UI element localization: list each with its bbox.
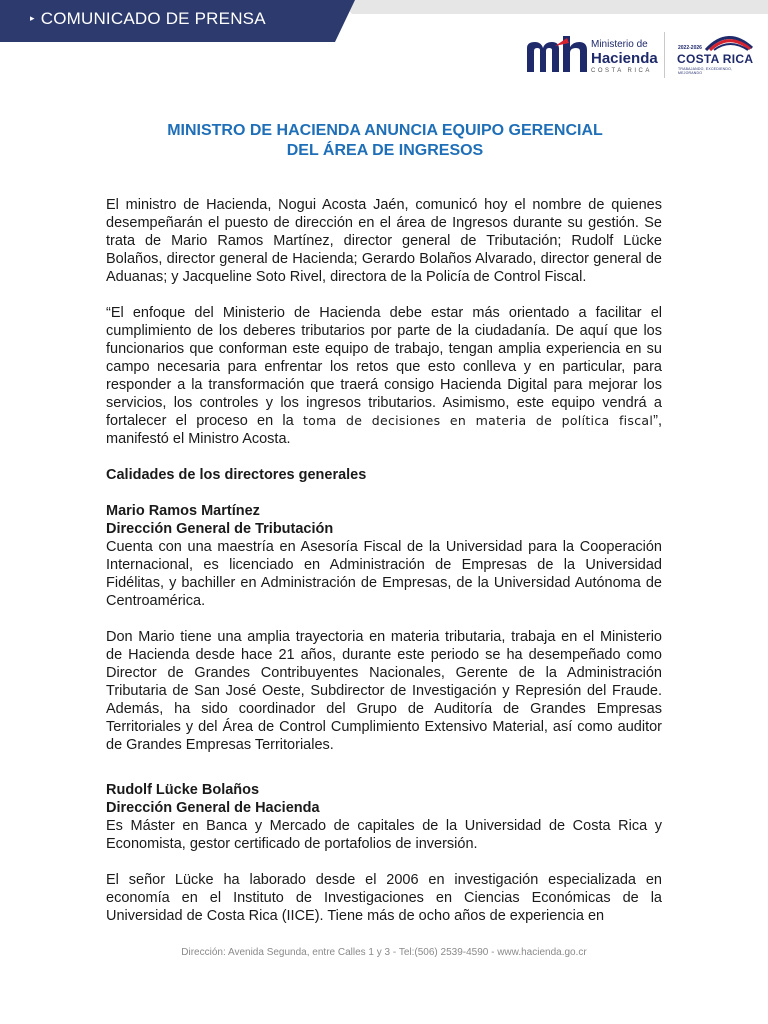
page-footer: Dirección: Avenida Segunda, entre Calles 1 y 3 - Tel:(506) 2539-4590 - www.hacienda.go.cr xyxy=(181,947,587,958)
cr-name: COSTA RICA xyxy=(677,52,754,66)
banner-text: COMUNICADO DE PRENSA xyxy=(40,9,266,28)
director-1-experience: Don Mario tiene una amplia trayectoria en materia tributaria, trabaja en el Ministerio de Hacienda desde hace 21 años, durante este periodo se ha desempeñado como Director de Grandes Contribuyentes Nacionales, Gerente de la Administración Tributaria de San José Oeste, Subdirector de Investigación y Represión del Fraude. Además, ha sido coordinador del Grupo de Auditoría de Grandes Empresas Territoriales y del Área de Control Cumplimiento Extensivo Material, así como auditor de Grandes Empresas Territoriales. xyxy=(106,629,662,753)
director-1-name: Mario Ramos Martínez xyxy=(106,503,260,519)
quote-end: ”, manifestó el Ministro Acosta. xyxy=(106,413,662,447)
bullet-arrow-icon: ▸ xyxy=(30,13,35,23)
gobierno-costa-rica-logo xyxy=(676,30,756,74)
cr-years: 2022-2026 xyxy=(678,45,702,51)
banner-label xyxy=(30,9,266,29)
director-2-name: Rudolf Lücke Bolaños xyxy=(106,782,260,798)
title-line-1: MINISTRO DE HACIENDA ANUNCIA EQUIPO GERENCIAL xyxy=(167,122,603,139)
mh-wordmark xyxy=(591,40,658,74)
paragraph-intro: El ministro de Hacienda, Nogui Acosta Jaén, comunicó hoy el nombre de quienes desempeñarán el puesto de dirección en el área de Ingresos durante su gestión. Se trata de Mario Ramos Martínez, director general de Tributación; Rudolf Lücke Bolaños, director general de Hacienda; Gerardo Bolaños Alvarado, director general de Aduanas; y Jacqueline Soto Rivel, directora de la Policía de Control Fiscal. xyxy=(106,197,662,285)
director-1-department: Dirección General de Tributación xyxy=(106,521,334,537)
mh-line2: Hacienda xyxy=(591,50,658,67)
title-line-2: DEL ÁREA DE INGRESOS xyxy=(286,142,484,159)
ministerio-hacienda-logo xyxy=(525,34,658,74)
page-title xyxy=(100,121,670,161)
mh-monogram-icon xyxy=(525,34,589,74)
quote-alt-font: toma de decisiones en materia de política fiscal xyxy=(302,413,654,428)
director-1-education: Cuenta con una maestría en Asesoría Fiscal de la Universidad para la Cooperación Internacional, es licenciado en Administración de Empresas de la Universidad Fidélitas, y bachiller en Administración de Empresas, de la Universidad Autónoma de Centroamérica. xyxy=(106,539,662,609)
logo-divider xyxy=(664,32,665,78)
section-heading: Calidades de los directores generales xyxy=(106,467,367,483)
quote-main: “El enfoque del Ministerio de Hacienda debe estar más orientado a facilitar el cumplimiento de los deberes tributarios por parte de la ciudadanía. De aquí que los funcionarios que conforman este equipo de trabajo, tengan amplia experiencia en su campo necesaria para enfrentar los retos que esto conlleva y en particular, para responder a la transformación que traerá consigo Hacienda Digital para mejorar los servicios, los controles y los ingresos tributarios. Asimismo, este equipo vendrá a fortalecer el proceso en la xyxy=(106,305,662,429)
cr-slogan: TRABAJANDO, EXCEDIENDO, MEJORANDO xyxy=(678,67,733,75)
mh-country: COSTA RICA xyxy=(591,68,652,74)
paragraph-quote xyxy=(106,304,662,448)
director-2-education: Es Máster en Banca y Mercado de capitales de la Universidad de Costa Rica y Economista, gestor certificado de portafolios de inversión. xyxy=(106,818,662,852)
mh-line1: Ministerio de xyxy=(591,39,648,50)
press-release-body xyxy=(106,196,662,925)
director-2-experience: El señor Lücke ha laborado desde el 2006 en investigación especializada en economía en el Instituto de Investigaciones en Ciencias Económicas de la Universidad de Costa Rica (IICE). Tiene más de ocho años de experiencia en xyxy=(106,872,662,924)
director-2-department: Dirección General de Hacienda xyxy=(106,800,320,816)
